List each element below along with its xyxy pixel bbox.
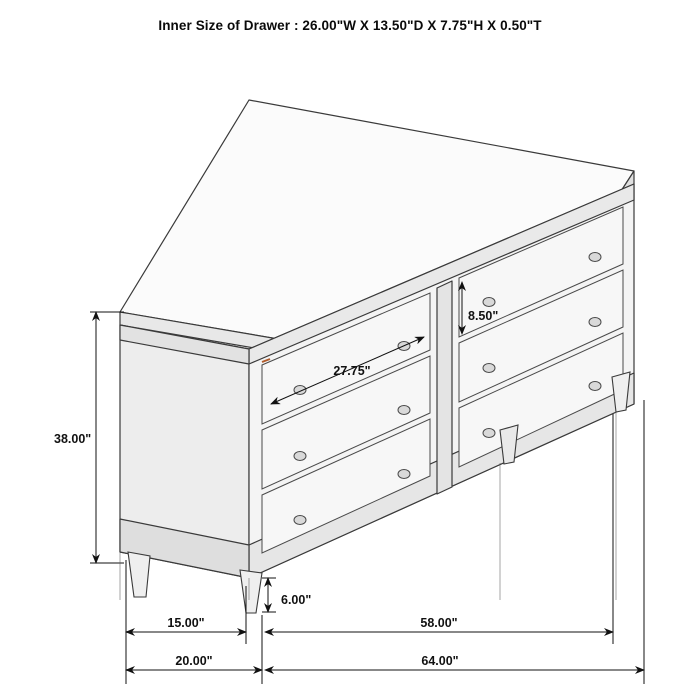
dim-label-15: 15.00" <box>167 616 205 630</box>
page-title: Inner Size of Drawer : 26.00"W X 13.50"D X 7.75"H X 0.50"T <box>158 18 542 33</box>
dim-label-height: 38.00" <box>54 432 92 446</box>
knob-icon[interactable] <box>483 298 495 307</box>
knob-icon[interactable] <box>589 253 601 262</box>
dim-label-20: 20.00" <box>175 654 213 668</box>
knob-icon[interactable] <box>589 382 601 391</box>
dimension-height-left <box>90 312 124 563</box>
knob-icon[interactable] <box>483 429 495 438</box>
knob-icon[interactable] <box>294 516 306 525</box>
dim-label-58: 58.00" <box>420 616 458 630</box>
dim-label-64: 64.00" <box>421 654 459 668</box>
knob-icon[interactable] <box>398 406 410 415</box>
dim-label-27-75: 27.75" <box>333 364 371 378</box>
dimension-leg-height <box>262 578 276 612</box>
knob-icon[interactable] <box>294 452 306 461</box>
dresser-center-divider <box>437 281 452 494</box>
knob-icon[interactable] <box>589 318 601 327</box>
leg-front-left <box>128 552 150 597</box>
knob-icon[interactable] <box>398 470 410 479</box>
dim-label-8-50: 8.50" <box>468 309 499 323</box>
leg-front-right <box>240 570 262 613</box>
dim-label-leg-height: 6.00" <box>281 593 312 607</box>
knob-icon[interactable] <box>483 364 495 373</box>
